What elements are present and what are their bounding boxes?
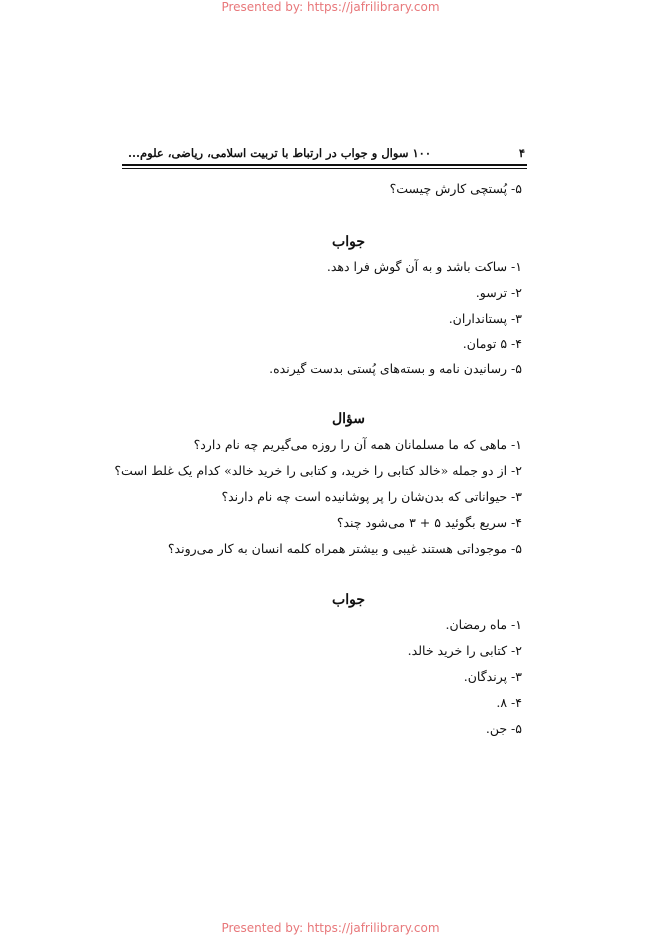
answer-2-1: ۱- ماه رمضان. <box>445 617 522 632</box>
answer-1-1: ۱- ساکت باشد و به آن گوش فرا دهد. <box>326 259 522 274</box>
question-5-continued: ۵- پُستچی کارش چیست؟ <box>389 181 522 196</box>
watermark-bottom: Presented by: https://jafrilibrary.com <box>221 921 440 935</box>
question-4: ۴- سریع بگوئید ۵ + ۳ می‌شود چند؟ <box>336 515 522 530</box>
question-2: ۲- از دو جمله «خالد کتابی را خرید، و کتابی را خرید خالد» کدام یک غلط است؟ <box>114 463 522 478</box>
page-header <box>122 144 527 164</box>
questions-heading: سؤال <box>331 411 365 427</box>
answers-heading-2: جواب <box>332 592 365 608</box>
answer-1-5: ۵- رسانیدن نامه و بسته‌های پُستی بدست گیرنده. <box>269 361 522 376</box>
header-rule-thick <box>122 164 527 166</box>
answer-2-4: ۴- ۸. <box>496 695 522 710</box>
answer-1-3: ۳- پستانداران. <box>448 311 522 326</box>
answer-2-2: ۲- کتابی را خرید خالد. <box>407 643 522 658</box>
answer-1-2: ۲- ترسو. <box>475 285 522 300</box>
question-3: ۳- حیواناتی که بدن‌شان را پر پوشانیده است چه نام دارند؟ <box>221 489 522 504</box>
answers-heading-1: جواب <box>332 234 365 250</box>
question-1: ۱- ماهی که ما مسلمانان همه آن را روزه می‌گیریم چه نام دارد؟ <box>193 437 522 452</box>
running-title: ۱۰۰ سوال و جواب در ارتباط با تربیت اسلامی، ریاضی، علوم... <box>128 146 431 160</box>
header-rule-thin <box>122 168 527 169</box>
answer-2-3: ۳- پرندگان. <box>463 669 522 684</box>
watermark-top: Presented by: https://jafrilibrary.com <box>221 0 440 14</box>
page-number: ۴ <box>518 146 525 160</box>
answer-2-5: ۵- جن. <box>485 721 522 736</box>
question-5: ۵- موجوداتی هستند غیبی و بیشتر همراه کلمه انسان به کار می‌روند؟ <box>167 541 522 556</box>
answer-1-4: ۴- ۵ تومان. <box>462 336 522 351</box>
